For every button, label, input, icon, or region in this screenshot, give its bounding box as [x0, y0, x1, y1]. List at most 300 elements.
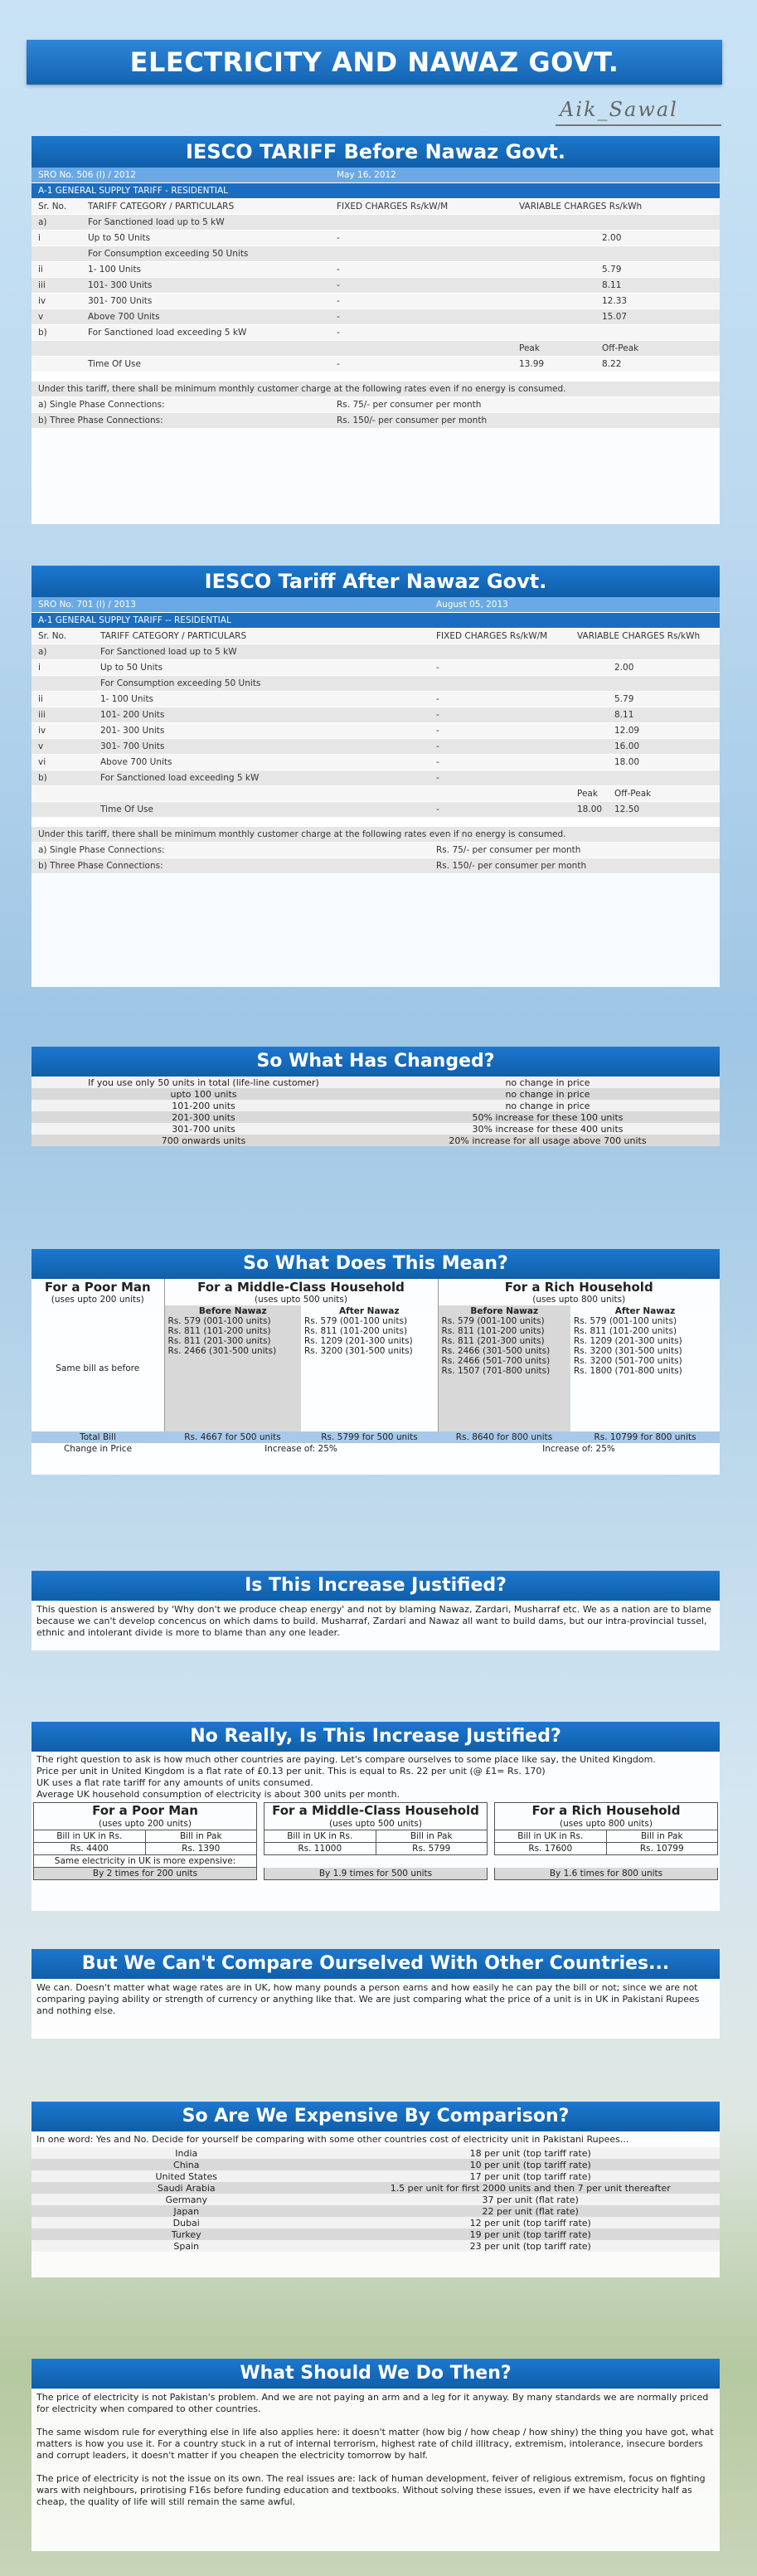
justified-panel — [32, 1571, 720, 1650]
tariff-category: Above 700 Units — [94, 755, 429, 770]
column-header-row — [32, 629, 720, 644]
bill-line: Rs. 3200 (301-500 units) — [574, 1346, 682, 1356]
country-table — [32, 2147, 720, 2252]
tariff-sr: vi — [32, 755, 94, 770]
tariff-peak: 13.99 — [512, 357, 595, 372]
tariff-category: 1- 100 Units — [94, 692, 429, 707]
tariff-fixed: - — [330, 325, 512, 341]
tariff-heading: A-1 GENERAL SUPPLY TARIFF -- RESIDENTIAL — [32, 613, 720, 629]
tariff-row — [32, 294, 720, 309]
meaning-title: So What Does This Mean? — [32, 1249, 720, 1279]
cant-compare-text: We can. Doesn't matter what wage rates are in UK, how many pounds a person earns and how easily he can pay the bill or not; since we are not comparing paying ability or strength of currency or anything like that. We are just comparing what the price of a unit is in UK in Pakistani Rupees and nothing else. — [36, 1982, 700, 2016]
really-compare-group — [32, 1802, 720, 1880]
tariff-variable-spacer — [570, 770, 608, 786]
tariff-fixed — [330, 215, 512, 231]
tariff-peak: Peak — [512, 341, 595, 357]
single-phase-row — [32, 397, 720, 413]
tariff-category: Time Of Use — [81, 357, 330, 372]
poor-compare-table — [33, 1802, 257, 1880]
tariff-sr: a) — [32, 644, 94, 660]
tariff-row — [32, 325, 720, 341]
tariff-row — [32, 357, 720, 372]
uk-label: Bill in UK in Rs. — [34, 1830, 146, 1843]
tariff-category: Time Of Use — [94, 802, 429, 818]
tariff-variable — [608, 676, 720, 692]
tariff-sr: i — [32, 231, 81, 246]
meaning-header-row — [32, 1279, 720, 1305]
middle-pak: Rs. 5799 — [376, 1843, 488, 1855]
tariff-fixed: - — [330, 294, 512, 309]
column-header-row — [32, 199, 720, 215]
col-sr: Sr. No. — [32, 199, 81, 215]
country-rate: 12 per unit (top tariff rate) — [342, 2217, 721, 2228]
changed-panel — [32, 1047, 720, 1167]
country-row — [32, 2240, 720, 2252]
tariff-sr: ii — [32, 692, 94, 707]
rich-total-after: Rs. 10799 for 800 units — [570, 1431, 720, 1443]
changed-effect: no change in price — [376, 1088, 720, 1100]
really-text — [32, 1752, 720, 1802]
rich-after-cell — [570, 1305, 720, 1431]
tariff-after-table — [32, 597, 720, 874]
tariff-variable-spacer — [512, 231, 595, 246]
bill-line: Rs. 1209 (201-300 units) — [574, 1336, 682, 1346]
changed-effect: 30% increase for these 400 units — [376, 1123, 720, 1135]
tariff-heading: A-1 GENERAL SUPPLY TARIFF - RESIDENTIAL — [32, 183, 720, 199]
pak-label: Bill in Pak — [376, 1830, 488, 1843]
what-do-paragraph: The same wisdom rule for everything else in life also applies here: it doesn't matter (how big / how cheap / how shiny) the thing you have got, what matters is how you use it. For a country stuck in a rut of internal terrorism, highest rate of child illitracy, extremism, intolerance, insecure borders and corrupt leaders, it doesn't matter if you cheapen the electricity tomorrow by half. — [36, 2427, 714, 2461]
tariff-sr — [32, 802, 94, 818]
bill-line: Rs. 1209 (201-300 units) — [304, 1336, 413, 1346]
tariff-offpeak: Off-Peak — [608, 786, 720, 802]
col-fixed: FIXED CHARGES Rs/kW/M — [429, 629, 570, 644]
country-rate: 10 per unit (top tariff rate) — [342, 2159, 721, 2170]
country-name: United States — [32, 2170, 342, 2182]
changed-range: 700 onwards units — [32, 1135, 376, 1146]
poor-sub: (uses upto 200 units) — [51, 1295, 144, 1305]
tariff-sr: i — [32, 660, 94, 676]
what-do-paragraph: The price of electricity is not the issue on its own. The real issues are: lack of human development, feiver of religious extremism, focus on fighting wars with neighbours, prirotising F16s before funding education and textbooks. Without solving these issues, even if we have electricity half as cheap, the quality of life will still remain the same awful. — [36, 2473, 706, 2507]
tariff-sr: v — [32, 309, 81, 325]
meaning-values-row — [32, 1305, 720, 1431]
bill-line: Rs. 811 (201-300 units) — [167, 1336, 271, 1346]
tariff-variable: 16.00 — [608, 739, 720, 755]
tariff-category: 1- 100 Units — [81, 262, 330, 278]
changed-range: 301-700 units — [32, 1123, 376, 1135]
tariff-variable-spacer — [570, 676, 608, 692]
total-label: Total Bill — [32, 1431, 164, 1443]
tariff-category: Above 700 Units — [81, 309, 330, 325]
changed-table — [32, 1077, 720, 1146]
changed-row — [32, 1135, 720, 1146]
col-variable: VARIABLE CHARGES Rs/kWh — [570, 629, 720, 644]
country-row — [32, 2228, 720, 2240]
tariff-category: For Consumption exceeding 50 Units — [81, 246, 330, 262]
middle-total-before: Rs. 4667 for 500 units — [164, 1431, 301, 1443]
note-text: Under this tariff, there shall be minimum monthly customer charge at the following rates even if no energy is consumed. — [32, 382, 720, 397]
tariff-category — [81, 341, 330, 357]
note-row — [32, 827, 720, 843]
tariff-variable: 15.07 — [595, 309, 720, 325]
sro-number: SRO No. 506 (I) / 2012 — [32, 168, 330, 183]
expensive-intro: In one word: Yes and No. Decide for yourself be comparing with some other countries cost of electricity unit in Pakistani Rupees... — [36, 2134, 629, 2145]
change-label: Change in Price — [63, 1444, 133, 1454]
tariff-variable: 18.00 — [608, 755, 720, 770]
after-label: After Nawaz — [339, 1306, 400, 1316]
middle-compare-table — [264, 1802, 488, 1880]
rich-sub: (uses upto 800 units) — [495, 1818, 718, 1830]
country-rate: 22 per unit (flat rate) — [342, 2205, 721, 2217]
tariff-variable: 5.79 — [595, 262, 720, 278]
tariff-variable: 5.79 — [608, 692, 720, 707]
tariff-row — [32, 278, 720, 294]
tariff-row — [32, 770, 720, 786]
tariff-category: For Sanctioned load exceeding 5 kW — [81, 325, 330, 341]
bill-line: Rs. 579 (001-100 units) — [304, 1316, 408, 1326]
middle-title: For a Middle-Class Household — [264, 1803, 488, 1819]
sro-row — [32, 597, 720, 613]
tariff-category: 101- 200 Units — [94, 707, 429, 723]
tariff-variable-spacer — [512, 294, 595, 309]
tariff-category: 201- 300 Units — [94, 723, 429, 739]
bill-line: Rs. 2466 (301-500 units) — [167, 1346, 277, 1356]
pak-label: Bill in Pak — [606, 1830, 718, 1843]
three-phase-label: b) Three Phase Connections: — [32, 413, 330, 429]
poor-times: By 2 times for 200 units — [34, 1868, 257, 1880]
col-sr: Sr. No. — [32, 629, 94, 644]
sro-number: SRO No. 701 (I) / 2013 — [32, 597, 429, 613]
rich-uk: Rs. 17600 — [495, 1843, 607, 1855]
tariff-variable-spacer — [512, 246, 595, 262]
tariff-sr — [32, 786, 94, 802]
sro-date: May 16, 2012 — [330, 168, 720, 183]
rich-title: For a Rich Household — [504, 1280, 653, 1295]
changed-effect: no change in price — [376, 1077, 720, 1088]
tariff-row — [32, 246, 720, 262]
really-line: Price per unit in United Kingdom is a flat rate of £0.13 per unit. This is equal to Rs. 22 per unit (@ £1= Rs. 170) — [36, 1766, 546, 1776]
middle-times: By 1.9 times for 500 units — [264, 1868, 488, 1880]
tariff-variable — [595, 246, 720, 262]
really-line: Average UK household consumption of electricity is about 300 units per month. — [36, 1789, 400, 1800]
country-rate: 19 per unit (top tariff rate) — [342, 2228, 721, 2240]
poor-uk: Rs. 4400 — [34, 1843, 146, 1855]
tariff-sr — [32, 357, 81, 372]
changed-title: So What Has Changed? — [32, 1047, 720, 1077]
signature-underline — [556, 124, 721, 126]
tariff-row — [32, 707, 720, 723]
tariff-category: 301- 700 Units — [81, 294, 330, 309]
rich-total-before: Rs. 8640 for 800 units — [438, 1431, 570, 1443]
col-fixed: FIXED CHARGES Rs/kW/M — [330, 199, 512, 215]
tariff-before-panel — [32, 136, 720, 524]
tariff-before-title: IESCO TARIFF Before Nawaz Govt. — [32, 136, 720, 168]
tariff-sr — [32, 246, 81, 262]
bill-line: Rs. 3200 (301-500 units) — [304, 1346, 413, 1356]
changed-range: 201-300 units — [32, 1111, 376, 1123]
really-line: UK uses a flat rate tariff for any amounts of units consumed. — [36, 1777, 313, 1788]
bill-line: Rs. 1800 (701-800 units) — [574, 1366, 682, 1376]
three-phase-row — [32, 413, 720, 429]
tariff-row — [32, 739, 720, 755]
meaning-panel — [32, 1249, 720, 1475]
middle-change: Increase of: 25% — [264, 1444, 337, 1454]
country-name: China — [32, 2159, 342, 2170]
bill-line: Rs. 1507 (701-800 units) — [441, 1366, 551, 1376]
three-phase-value: Rs. 150/- per consumer per month — [429, 858, 720, 874]
tariff-sr: a) — [32, 215, 81, 231]
meaning-table — [32, 1279, 720, 1455]
really-title: No Really, Is This Increase Justified? — [32, 1722, 720, 1752]
what-do-panel — [32, 2359, 720, 2551]
uk-label: Bill in UK in Rs. — [495, 1830, 607, 1843]
changed-range: upto 100 units — [32, 1088, 376, 1100]
country-row — [32, 2194, 720, 2205]
middle-sub: (uses upto 500 units) — [264, 1818, 488, 1830]
tariff-fixed — [330, 246, 512, 262]
country-name: Turkey — [32, 2228, 342, 2240]
middle-title: For a Middle-Class Household — [197, 1280, 405, 1295]
tariff-heading-row — [32, 613, 720, 629]
three-phase-label: b) Three Phase Connections: — [32, 858, 429, 874]
tariff-fixed — [429, 676, 570, 692]
single-phase-value: Rs. 75/- per consumer per month — [429, 843, 720, 858]
tariff-sr — [32, 676, 94, 692]
rich-compare-table — [494, 1802, 718, 1880]
what-do-title: What Should We Do Then? — [32, 2359, 720, 2389]
tariff-variable — [595, 325, 720, 341]
country-rate: 17 per unit (top tariff rate) — [342, 2170, 721, 2182]
bill-line: Rs. 2466 (501-700 units) — [441, 1356, 551, 1366]
col-category: TARIFF CATEGORY / PARTICULARS — [94, 629, 429, 644]
after-label: After Nawaz — [614, 1306, 676, 1316]
tariff-variable — [608, 644, 720, 660]
tariff-fixed: - — [429, 802, 570, 818]
tariff-fixed: - — [429, 755, 570, 770]
country-row — [32, 2170, 720, 2182]
tariff-variable-spacer — [512, 325, 595, 341]
tariff-sr — [32, 341, 81, 357]
poor-title: For a Poor Man — [34, 1803, 257, 1819]
rich-pak: Rs. 10799 — [606, 1843, 718, 1855]
changed-row — [32, 1100, 720, 1111]
tariff-offpeak: 8.22 — [595, 357, 720, 372]
tariff-fixed — [330, 341, 512, 357]
tariff-sr: b) — [32, 770, 94, 786]
poor-title: For a Poor Man — [44, 1280, 151, 1295]
before-label: Before Nawaz — [198, 1306, 267, 1316]
changed-row — [32, 1123, 720, 1135]
tariff-variable: 12.33 — [595, 294, 720, 309]
tariff-variable-spacer — [570, 739, 608, 755]
tariff-fixed: - — [330, 231, 512, 246]
tariff-after-title: IESCO Tariff After Nawaz Govt. — [32, 566, 720, 597]
middle-total-after: Rs. 5799 for 500 units — [301, 1431, 438, 1443]
tariff-variable-spacer — [570, 692, 608, 707]
total-row — [32, 1431, 720, 1443]
tariff-after-panel — [32, 566, 720, 987]
rich-title: For a Rich Household — [495, 1803, 718, 1819]
tariff-row — [32, 786, 720, 802]
tariff-variable-spacer — [570, 644, 608, 660]
poor-sub: (uses upto 200 units) — [34, 1818, 257, 1830]
rich-sub: (uses upto 800 units) — [532, 1295, 626, 1305]
what-do-paragraph: The price of electricity is not Pakistan's problem. And we are not paying an arm and a leg for it anyway. By many standards we are normally priced for electricity when compared to other countries. — [36, 2392, 709, 2414]
bill-line: Rs. 811 (101-200 units) — [167, 1326, 271, 1336]
country-row — [32, 2217, 720, 2228]
country-name: Spain — [32, 2240, 342, 2252]
tariff-peak: 18.00 — [570, 802, 608, 818]
changed-effect: 20% increase for all usage above 700 units — [376, 1135, 720, 1146]
tariff-fixed: - — [429, 707, 570, 723]
single-phase-row — [32, 843, 720, 858]
bill-line: Rs. 811 (101-200 units) — [441, 1326, 545, 1336]
bill-line: Rs. 811 (101-200 units) — [574, 1326, 677, 1336]
country-name: Dubai — [32, 2217, 342, 2228]
country-rate: 37 per unit (flat rate) — [342, 2194, 721, 2205]
tariff-variable: 2.00 — [595, 231, 720, 246]
justified-title: Is This Increase Justified? — [32, 1571, 720, 1601]
really-line: The right question to ask is how much other countries are paying. Let's compare ourselves to some place like say, the United Kingdom. — [36, 1754, 656, 1765]
tariff-row — [32, 644, 720, 660]
tariff-sr: iii — [32, 707, 94, 723]
rich-change: Increase of: 25% — [542, 1444, 615, 1454]
expensive-label: Same electricity in UK is more expensive: — [34, 1855, 257, 1868]
middle-before-cell — [164, 1305, 301, 1431]
expensive-panel — [32, 2102, 720, 2277]
tariff-category: For Consumption exceeding 50 Units — [94, 676, 429, 692]
country-row — [32, 2159, 720, 2170]
middle-uk: Rs. 11000 — [264, 1843, 376, 1855]
tariff-variable: 8.11 — [608, 707, 720, 723]
tariff-fixed: - — [330, 309, 512, 325]
tariff-sr: b) — [32, 325, 81, 341]
poor-pak: Rs. 1390 — [145, 1843, 257, 1855]
bill-line: Rs. 579 (001-100 units) — [167, 1316, 271, 1326]
tariff-fixed — [429, 786, 570, 802]
tariff-category: For Sanctioned load up to 5 kW — [94, 644, 429, 660]
uk-label: Bill in UK in Rs. — [264, 1830, 376, 1843]
changed-row — [32, 1077, 720, 1088]
tariff-row — [32, 802, 720, 818]
sro-row — [32, 168, 720, 183]
change-row — [32, 1443, 720, 1455]
tariff-row — [32, 231, 720, 246]
tariff-sr: iii — [32, 278, 81, 294]
what-do-text — [32, 2389, 720, 2523]
tariff-row — [32, 309, 720, 325]
cant-compare-panel — [32, 1949, 720, 2039]
tariff-variable — [608, 770, 720, 786]
tariff-category: Up to 50 Units — [81, 231, 330, 246]
tariff-variable-spacer — [570, 660, 608, 676]
tariff-variable — [595, 215, 720, 231]
tariff-variable-spacer — [512, 215, 595, 231]
tariff-category: 301- 700 Units — [94, 739, 429, 755]
country-row — [32, 2182, 720, 2194]
sro-date: August 05, 2013 — [429, 597, 720, 613]
country-row — [32, 2147, 720, 2159]
tariff-row — [32, 215, 720, 231]
tariff-variable: 2.00 — [608, 660, 720, 676]
tariff-category: Up to 50 Units — [94, 660, 429, 676]
middle-after-cell — [301, 1305, 438, 1431]
tariff-variable: 8.11 — [595, 278, 720, 294]
tariff-row — [32, 341, 720, 357]
note-row — [32, 382, 720, 397]
tariff-row — [32, 262, 720, 278]
tariff-category: For Sanctioned load up to 5 kW — [81, 215, 330, 231]
note-text: Under this tariff, there shall be minimum monthly customer charge at the following rates even if no energy is consumed. — [32, 827, 720, 843]
country-row — [32, 2205, 720, 2217]
tariff-category: For Sanctioned load exceeding 5 kW — [94, 770, 429, 786]
cant-compare-title: But We Can't Compare Ourselved With Other Countries... — [32, 1949, 720, 1979]
changed-range: 101-200 units — [32, 1100, 376, 1111]
bill-line: Rs. 3200 (501-700 units) — [574, 1356, 682, 1366]
tariff-peak: Peak — [570, 786, 608, 802]
country-name: Saudi Arabia — [32, 2182, 342, 2194]
page-title: ELECTRICITY AND NAWAZ GOVT. — [27, 40, 722, 85]
tariff-variable-spacer — [570, 755, 608, 770]
single-phase-label: a) Single Phase Connections: — [32, 843, 429, 858]
tariff-fixed: - — [429, 692, 570, 707]
tariff-fixed: - — [429, 660, 570, 676]
tariff-variable-spacer — [570, 707, 608, 723]
tariff-variable-spacer — [512, 278, 595, 294]
tariff-sr: v — [32, 739, 94, 755]
bill-line: Rs. 2466 (301-500 units) — [441, 1346, 551, 1356]
tariff-fixed: - — [429, 723, 570, 739]
three-phase-value: Rs. 150/- per consumer per month — [330, 413, 720, 429]
col-variable: VARIABLE CHARGES Rs/kWh — [512, 199, 720, 215]
changed-row — [32, 1088, 720, 1100]
tariff-heading-row — [32, 183, 720, 199]
tariff-fixed: - — [330, 357, 512, 372]
signature: Aik_Sawal — [560, 98, 678, 121]
tariff-category: 101- 300 Units — [81, 278, 330, 294]
really-panel — [32, 1722, 720, 1911]
tariff-sr: iv — [32, 723, 94, 739]
tariff-fixed: - — [330, 262, 512, 278]
single-phase-label: a) Single Phase Connections: — [32, 397, 330, 413]
country-name: Germany — [32, 2194, 342, 2205]
tariff-before-table — [32, 168, 720, 429]
tariff-fixed: - — [330, 278, 512, 294]
before-label: Before Nawaz — [470, 1306, 539, 1316]
country-name: India — [32, 2147, 342, 2159]
tariff-row — [32, 755, 720, 770]
middle-sub: (uses upto 500 units) — [255, 1295, 347, 1305]
tariff-row — [32, 692, 720, 707]
tariff-row — [32, 660, 720, 676]
tariff-offpeak: Off-Peak — [595, 341, 720, 357]
tariff-row — [32, 723, 720, 739]
expensive-title: So Are We Expensive By Comparison? — [32, 2102, 720, 2131]
tariff-fixed: - — [429, 770, 570, 786]
tariff-variable: 12.09 — [608, 723, 720, 739]
country-rate: 23 per unit (top tariff rate) — [342, 2240, 721, 2252]
tariff-fixed — [429, 644, 570, 660]
tariff-variable-spacer — [512, 309, 595, 325]
country-rate: 1.5 per unit for first 2000 units and then 7 per unit thereafter — [342, 2182, 721, 2194]
changed-row — [32, 1111, 720, 1123]
rich-before-cell — [438, 1305, 570, 1431]
tariff-sr: ii — [32, 262, 81, 278]
bill-line: Rs. 579 (001-100 units) — [574, 1316, 677, 1326]
poor-text: Same bill as before — [32, 1305, 164, 1431]
bill-line: Rs. 811 (101-200 units) — [304, 1326, 408, 1336]
tariff-row — [32, 676, 720, 692]
changed-effect: no change in price — [376, 1100, 720, 1111]
